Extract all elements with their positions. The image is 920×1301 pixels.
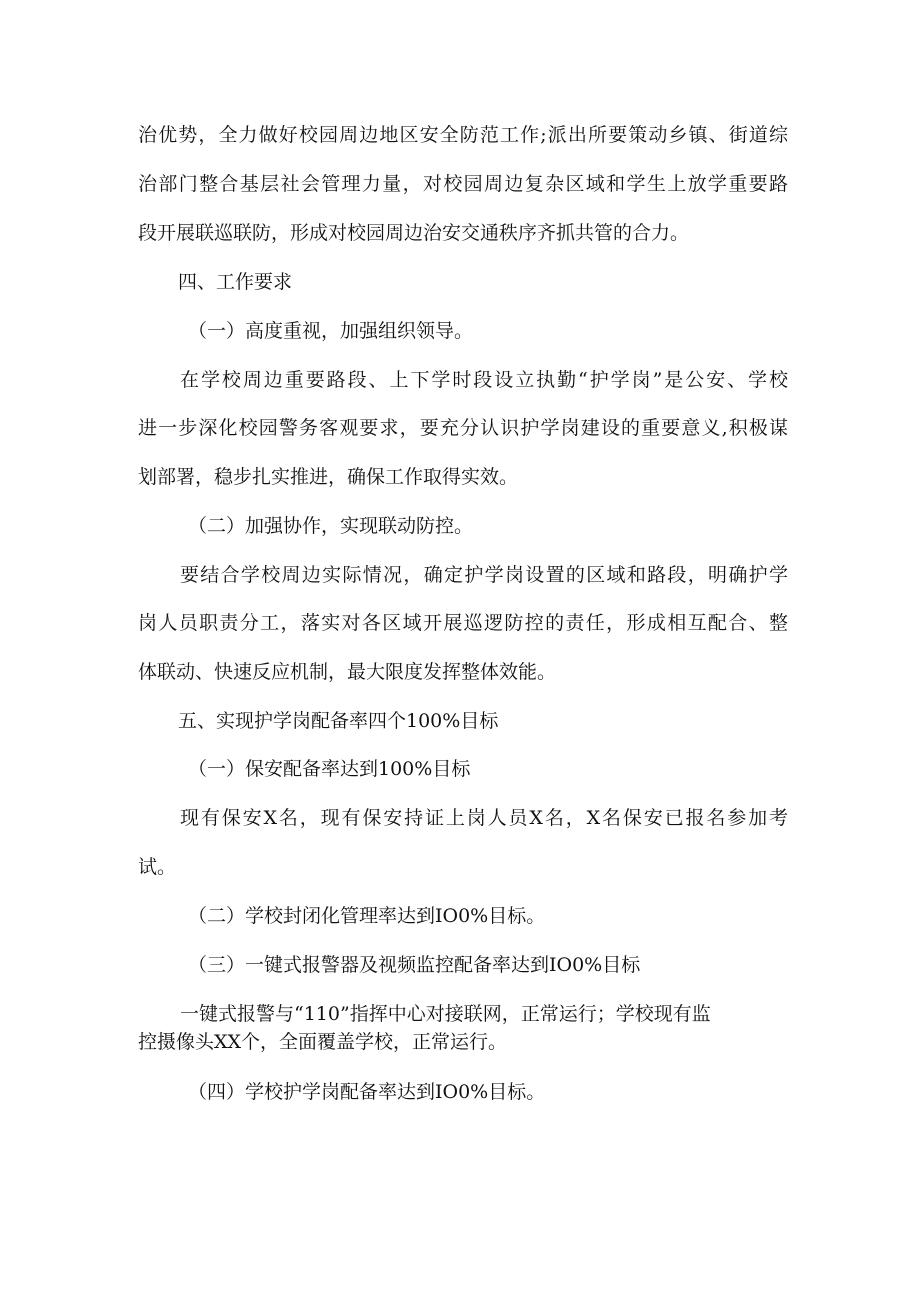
- paragraph-line: 进一步深化校园警务客观要求，要充分认识护学岗建设的重要意义,积极谋: [138, 417, 788, 439]
- section-heading: 四、工作要求: [178, 271, 293, 293]
- paragraph-line: 划部署，稳步扎实推进，确保工作取得实效。: [138, 466, 519, 488]
- paragraph-line: 一键式报警与“110”指挥中心对接联网，正常运行；学校现有监: [180, 1003, 711, 1025]
- paragraph-line: 段开展联巡联防，形成对校园周边治安交通秩序齐抓共管的合力。: [138, 222, 690, 244]
- paragraph-line: 岗人员职责分工，落实对各区域开展巡逻防控的责任，形成相互配合、整: [138, 612, 788, 634]
- subsection-heading: （二）加强协作，实现联动防控。: [188, 515, 474, 537]
- paragraph-line: 现有保安X名，现有保安持证上岗人员X名，X名保安已报名参加考: [180, 807, 788, 829]
- paragraph-line: 治优势，全力做好校园周边地区安全防范工作;派出所要策动乡镇、街道综: [138, 124, 788, 146]
- subsection-heading: （二）学校封闭化管理率达到IO0%目标。: [188, 905, 546, 927]
- subsection-heading: （一）保安配备率达到100%目标: [188, 758, 471, 780]
- paragraph-line: 体联动、快速反应机制，最大限度发挥整体效能。: [138, 661, 557, 683]
- subsection-heading: （一）高度重视，加强组织领导。: [188, 320, 474, 342]
- paragraph-line: 控摄像头XX个，全面覆盖学校，正常运行。: [138, 1031, 508, 1053]
- section-heading: 五、实现护学岗配备率四个100%目标: [178, 710, 499, 732]
- subsection-heading: （四）学校护学岗配备率达到IO0%目标。: [188, 1081, 546, 1103]
- paragraph-line: 要结合学校周边实际情况，确定护学岗设置的区域和路段，明确护学: [180, 564, 788, 586]
- paragraph-line: 试。: [138, 856, 177, 878]
- paragraph-line: 在学校周边重要路段、上下学时段设立执勤“护学岗”是公安、学校: [180, 369, 788, 391]
- paragraph-line: 治部门整合基层社会管理力量，对校园周边复杂区域和学生上放学重要路: [138, 173, 788, 195]
- subsection-heading: （三）一键式报警器及视频监控配备率达到IO0%目标: [188, 954, 641, 976]
